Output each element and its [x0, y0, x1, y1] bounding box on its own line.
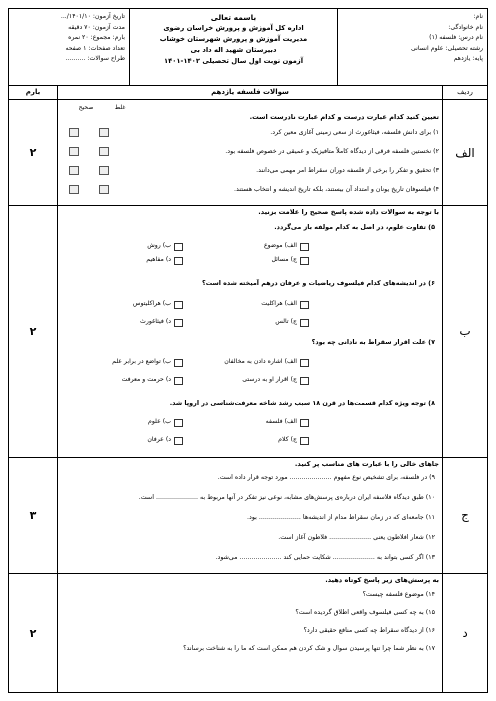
score-column-header: بارم	[9, 85, 58, 99]
mc-option: ج) تالس	[275, 318, 297, 325]
mc-option: د) فیثاغورث	[140, 318, 171, 325]
questions-title: سوالات فلسفه یازدهم	[211, 88, 289, 96]
header-name-label: نام:	[473, 13, 483, 20]
short-answer-item: ۱۵) به چه کسی فیلسوف واقعی اطلاق گردیده است؟	[295, 609, 435, 616]
header-family-label: نام خانوادگی:	[448, 23, 483, 31]
option-checkbox[interactable]	[300, 377, 309, 385]
student-info	[337, 9, 487, 85]
section-instruction: با توجه به سوالات داده شده پاسخ صحیح را علامت بزنید.	[258, 208, 439, 216]
false-checkbox[interactable]	[69, 147, 79, 156]
option-checkbox[interactable]	[300, 419, 309, 427]
section-content	[57, 457, 443, 573]
section-letter: الف	[442, 100, 487, 205]
section-score: ۳	[9, 457, 58, 573]
section-score: ۲	[9, 205, 58, 457]
section-c	[9, 457, 487, 574]
true-label: صحیح	[78, 104, 94, 111]
option-checkbox[interactable]	[300, 301, 309, 309]
option-checkbox[interactable]	[174, 419, 183, 427]
fill-blank-item: ۱۳) اگر کسی بتواند به ..................... شکایت حمایی کند ..................... می‌شود.	[215, 554, 435, 561]
mc-option: ب) هراکلیتوس	[132, 300, 171, 307]
option-checkbox[interactable]	[174, 243, 183, 251]
mc-option: د) مفاهیم	[146, 256, 171, 263]
true-false-header	[69, 104, 137, 111]
section-score: ۲	[9, 573, 58, 693]
column-header-bar	[9, 85, 487, 100]
fill-blank-item: ۱۰) طبق دیدگاه فلاسفه ایران درباره‌ی پرسش‌های مشابه، نوعی نیز تفکر در آنها مربوط به ..................... است.	[138, 494, 435, 501]
fill-blank-item: ۱۱) جامعه‌ای که در زمان سقراط مدام از اندیشه‌ها ..................... بود.	[247, 514, 435, 521]
exam-designer: طراح سوالات: ..........	[65, 55, 125, 63]
section-content	[57, 205, 443, 457]
true-checkbox[interactable]	[99, 147, 109, 156]
header-subject-label: نام درس: فلسفه (۱)	[429, 34, 483, 42]
tf-item	[61, 143, 439, 161]
section-letter: د	[442, 573, 487, 693]
mc-question: ۵) تفاوت علوم، در اصل به کدام مولفه باز می‌گردد.	[274, 223, 435, 231]
exam-name: آزمون نوبت اول سال تحصیلی ۱۴۰۲-۱۴۰۱	[163, 57, 304, 65]
org-name: اداره کل آموزش و پرورش خراسان رضوی	[163, 24, 304, 32]
mc-option: ج) مسائل	[271, 256, 297, 263]
fill-blank-item: ۱۲) شعار افلاطون یعنی ..................... فلاطون آغاز است.	[278, 534, 435, 541]
tf-item-text: ۱) برای دانش فلسفه، فیثاغورث از سعی زمینی آغازی معین کرد.	[270, 129, 439, 136]
section-letter: ج	[442, 457, 487, 573]
row-column-header: ردیف	[442, 85, 487, 99]
mc-question: ۸) توجه ویژه کدام قسمت‌ها در قرن ۱۸ سبب رشد شاخه معرفت‌شناسی در اروپا شد.	[169, 399, 435, 407]
mc-option: الف) موضوع	[263, 242, 297, 249]
mc-option: ب) تواضع در برابر علم	[112, 358, 171, 365]
section-d	[9, 573, 487, 693]
false-checkbox[interactable]	[69, 128, 79, 137]
mc-option: الف) اشاره دادن به مخالفان	[224, 358, 297, 365]
exam-header	[9, 9, 487, 86]
section-score: ۲	[9, 100, 58, 205]
short-answer-item: ۱۷) به نظر شما چرا تنها پرسیدن سوال و شک کردن هم ممکن است که ما را به شناخت برساند؟	[183, 645, 435, 652]
option-checkbox[interactable]	[174, 319, 183, 327]
option-checkbox[interactable]	[174, 377, 183, 385]
exam-duration: مدت آزمون: ۷۰ دقیقه	[68, 23, 125, 31]
tf-item-text: ۲) نخستین فلسفه فرقی از دیدگاه کاملاً متافیزیک و عمیقی در خصوص فلسفه بود.	[225, 148, 439, 155]
option-checkbox[interactable]	[300, 257, 309, 265]
option-checkbox[interactable]	[300, 437, 309, 445]
section-content	[57, 100, 443, 205]
section-b	[9, 205, 487, 458]
false-checkbox[interactable]	[69, 166, 79, 175]
option-checkbox[interactable]	[174, 301, 183, 309]
option-checkbox[interactable]	[174, 359, 183, 367]
dept-name: مدیریت آموزش و پرورش شهرستان خوشاب	[159, 35, 308, 43]
header-grade-label: پایه: یازدهم	[453, 55, 483, 63]
section-a	[9, 100, 487, 206]
option-checkbox[interactable]	[300, 319, 309, 327]
header-field-label: رشته تحصیلی: علوم انسانی	[411, 44, 483, 52]
exam-pages: تعداد صفحات: ۱ صفحه	[65, 44, 125, 52]
option-checkbox[interactable]	[300, 359, 309, 367]
true-checkbox[interactable]	[99, 166, 109, 175]
mc-question: ۷) علت اقرار سقراط به نادانی چه بود؟	[311, 338, 435, 346]
section-instruction: جاهای خالی را با عبارت های مناسب پر کنید.	[294, 460, 439, 468]
exam-info	[9, 9, 129, 85]
false-label: غلط	[114, 104, 126, 111]
option-checkbox[interactable]	[174, 257, 183, 265]
short-answer-item: ۱۴) موضوع فلسفه چیست؟	[362, 591, 435, 598]
tf-item	[61, 162, 439, 180]
section-letter: ب	[442, 205, 487, 457]
option-checkbox[interactable]	[300, 243, 309, 251]
section-content	[57, 573, 443, 693]
mc-option: ب) علوم	[148, 418, 171, 425]
section-instruction: به پرسش‌های زیر پاسخ کوتاه دهید.	[325, 576, 439, 584]
tf-item-text: ۴) فیلسوفان تاریخ یونان و امتداد آن بیستند، بلکه تاریخ اندیشه و انتخاب هستند.	[234, 186, 439, 193]
option-checkbox[interactable]	[174, 437, 183, 445]
mc-question: ۶) در اندیشه‌های کدام فیلسوف ریاضیات و عرفان درهم آمیخته شده است؟	[201, 279, 435, 287]
mc-option: د) عرفان	[147, 436, 171, 443]
tf-item	[61, 124, 439, 142]
exam-date: تاریخ آزمون: ۱۴۰۱/۱۰/...	[60, 13, 125, 20]
true-checkbox[interactable]	[99, 185, 109, 194]
short-answer-item: ۱۶) از دیدگاه سقراط چه کسی منافع حقیقی دارد؟	[303, 627, 435, 634]
school-name: دبیرستان شهید اله داد بی	[190, 46, 277, 54]
mc-option: ج) کلام	[278, 436, 297, 443]
mc-option: ب) روش	[147, 242, 171, 249]
school-info	[129, 9, 337, 85]
exam-total-score: بارم: مجموع: ۲۰ نمره	[68, 34, 125, 42]
exam-sheet	[8, 8, 488, 693]
fill-blank-item: ۹) در فلسفه، برای تشخیص نوع مفهوم ..................... مورد توجه قرار داده است.	[217, 474, 435, 481]
mc-option: الف) فلسفه	[265, 418, 297, 425]
true-checkbox[interactable]	[99, 128, 109, 137]
mc-option: ج) اقرار او به درستی	[242, 376, 297, 383]
false-checkbox[interactable]	[69, 185, 79, 194]
tf-item	[61, 181, 439, 199]
mc-option: الف) هراکلیت	[261, 300, 297, 307]
section-instruction: تعیین کنید کدام عبارت درست و کدام عبارت نادرست است.	[249, 113, 439, 121]
bismillah: باسمه تعالی	[210, 13, 257, 22]
tf-item-text: ۳) تحقیق و تفکر را برخی از فلسفه دوران سقراط امر مهمی می‌دانند.	[256, 167, 439, 174]
mc-option: د) حرمت و معرفت	[121, 376, 171, 383]
